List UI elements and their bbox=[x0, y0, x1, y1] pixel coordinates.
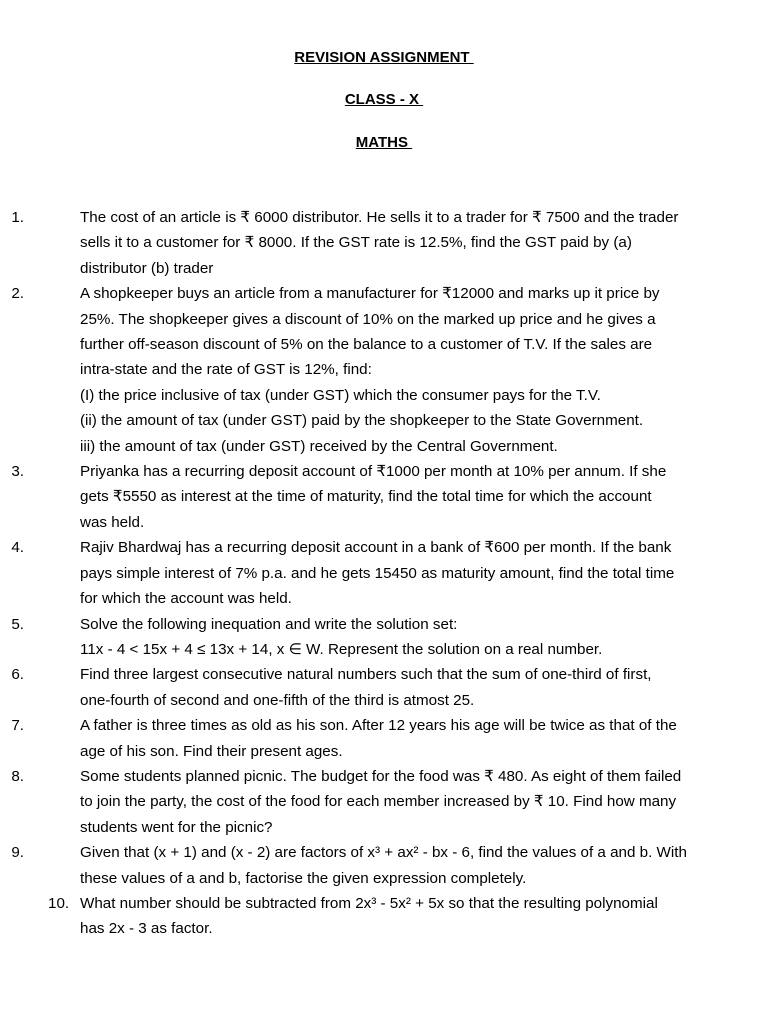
question-text-line: Given that (x + 1) and (x - 2) are factors of x³ + ax² - bx - 6, find the values of a and b. With bbox=[80, 844, 687, 862]
question-number: 8. bbox=[11, 767, 24, 785]
question-text-line: (ii) the amount of tax (under GST) paid by the shopkeeper to the State Government. bbox=[80, 412, 644, 430]
question-text-line: these values of a and b, factorise the given expression completely. bbox=[80, 869, 527, 887]
question-number: 9. bbox=[11, 844, 24, 862]
question-text-line: for which the account was held. bbox=[80, 590, 292, 608]
question-text-line: What number should be subtracted from 2x³ - 5x² + 5x so that the resulting polynomial bbox=[80, 894, 658, 912]
question-text-line: distributor (b) trader bbox=[80, 259, 214, 277]
question-item bbox=[0, 205, 720, 281]
question-text-line: one-fourth of second and one-fifth of the third is atmost 25. bbox=[80, 691, 475, 709]
subject-heading: MATHS bbox=[355, 134, 413, 151]
question-item bbox=[0, 281, 720, 459]
question-number: 7. bbox=[11, 717, 24, 735]
question-text-line: was held. bbox=[80, 513, 145, 531]
question-number: 6. bbox=[11, 666, 24, 684]
question-text-line: has 2x - 3 as factor. bbox=[80, 920, 213, 938]
question-number: 5. bbox=[11, 615, 24, 633]
question-text-line: Priyanka has a recurring deposit account of ₹1000 per month at 10% per annum. If she bbox=[80, 463, 667, 481]
question-text-line: The cost of an article is ₹ 6000 distributor. He sells it to a trader for ₹ 7500 and the trader bbox=[80, 209, 679, 226]
question-item bbox=[0, 459, 720, 535]
question-text-line: Find three largest consecutive natural numbers such that the sum of one-third of first, bbox=[80, 666, 652, 684]
question-text-line: iii) the amount of tax (under GST) received by the Central Government. bbox=[80, 437, 558, 455]
question-item bbox=[0, 713, 720, 764]
question-text-line: (I) the price inclusive of tax (under GST) which the consumer pays for the T.V. bbox=[80, 386, 601, 404]
question-item bbox=[0, 535, 720, 611]
question-text-line: Solve the following inequation and write the solution set: bbox=[80, 615, 458, 633]
question-text-line: intra-state and the rate of GST is 12%, find: bbox=[80, 361, 372, 379]
question-text-line: Some students planned picnic. The budget for the food was ₹ 480. As eight of them failed bbox=[80, 767, 682, 785]
question-number: 4. bbox=[11, 539, 24, 557]
class-heading: CLASS - X bbox=[344, 91, 424, 108]
question-text-line: A shopkeeper buys an article from a manufacturer for ₹12000 and marks up it price by bbox=[80, 285, 660, 303]
question-text-line: pays simple interest of 7% p.a. and he gets 15450 as maturity amount, find the total time bbox=[80, 564, 675, 582]
assignment-title: REVISION ASSIGNMENT bbox=[294, 49, 474, 66]
question-text-line: age of his son. Find their present ages. bbox=[80, 742, 343, 760]
question-item bbox=[0, 612, 720, 663]
question-text-line: further off-season discount of 5% on the balance to a customer of T.V. If the sales are bbox=[80, 336, 653, 354]
question-text-line: Rajiv Bhardwaj has a recurring deposit account in a bank of ₹600 per month. If the bank bbox=[80, 539, 672, 557]
question-text-line: to join the party, the cost of the food for each member increased by ₹ 10. Find how many bbox=[80, 793, 677, 811]
question-number: 10. bbox=[48, 894, 70, 912]
question-text-line: A father is three times as old as his son. After 12 years his age will be twice as that of the bbox=[80, 717, 677, 735]
question-list bbox=[0, 205, 768, 942]
question-item bbox=[0, 840, 720, 891]
question-number: 3. bbox=[11, 463, 24, 481]
question-text-line: 11x - 4 < 15x + 4 ≤ 13x + 14, x ∈ W. Represent the solution on a real number. bbox=[80, 640, 603, 658]
question-text-line: 25%. The shopkeeper gives a discount of 10% on the marked up price and he gives a bbox=[80, 310, 656, 328]
question-item bbox=[0, 662, 720, 713]
question-number: 2. bbox=[11, 285, 24, 303]
question-text-line: students went for the picnic? bbox=[80, 818, 273, 836]
question-text-line: sells it to a customer for ₹ 8000. If the GST rate is 12.5%, find the GST paid by (a) bbox=[80, 234, 632, 252]
question-number: 1. bbox=[11, 209, 24, 226]
question-text-line: gets ₹5550 as interest at the time of maturity, find the total time for which the account bbox=[80, 488, 652, 506]
question-item bbox=[0, 764, 720, 840]
question-item bbox=[0, 891, 720, 942]
